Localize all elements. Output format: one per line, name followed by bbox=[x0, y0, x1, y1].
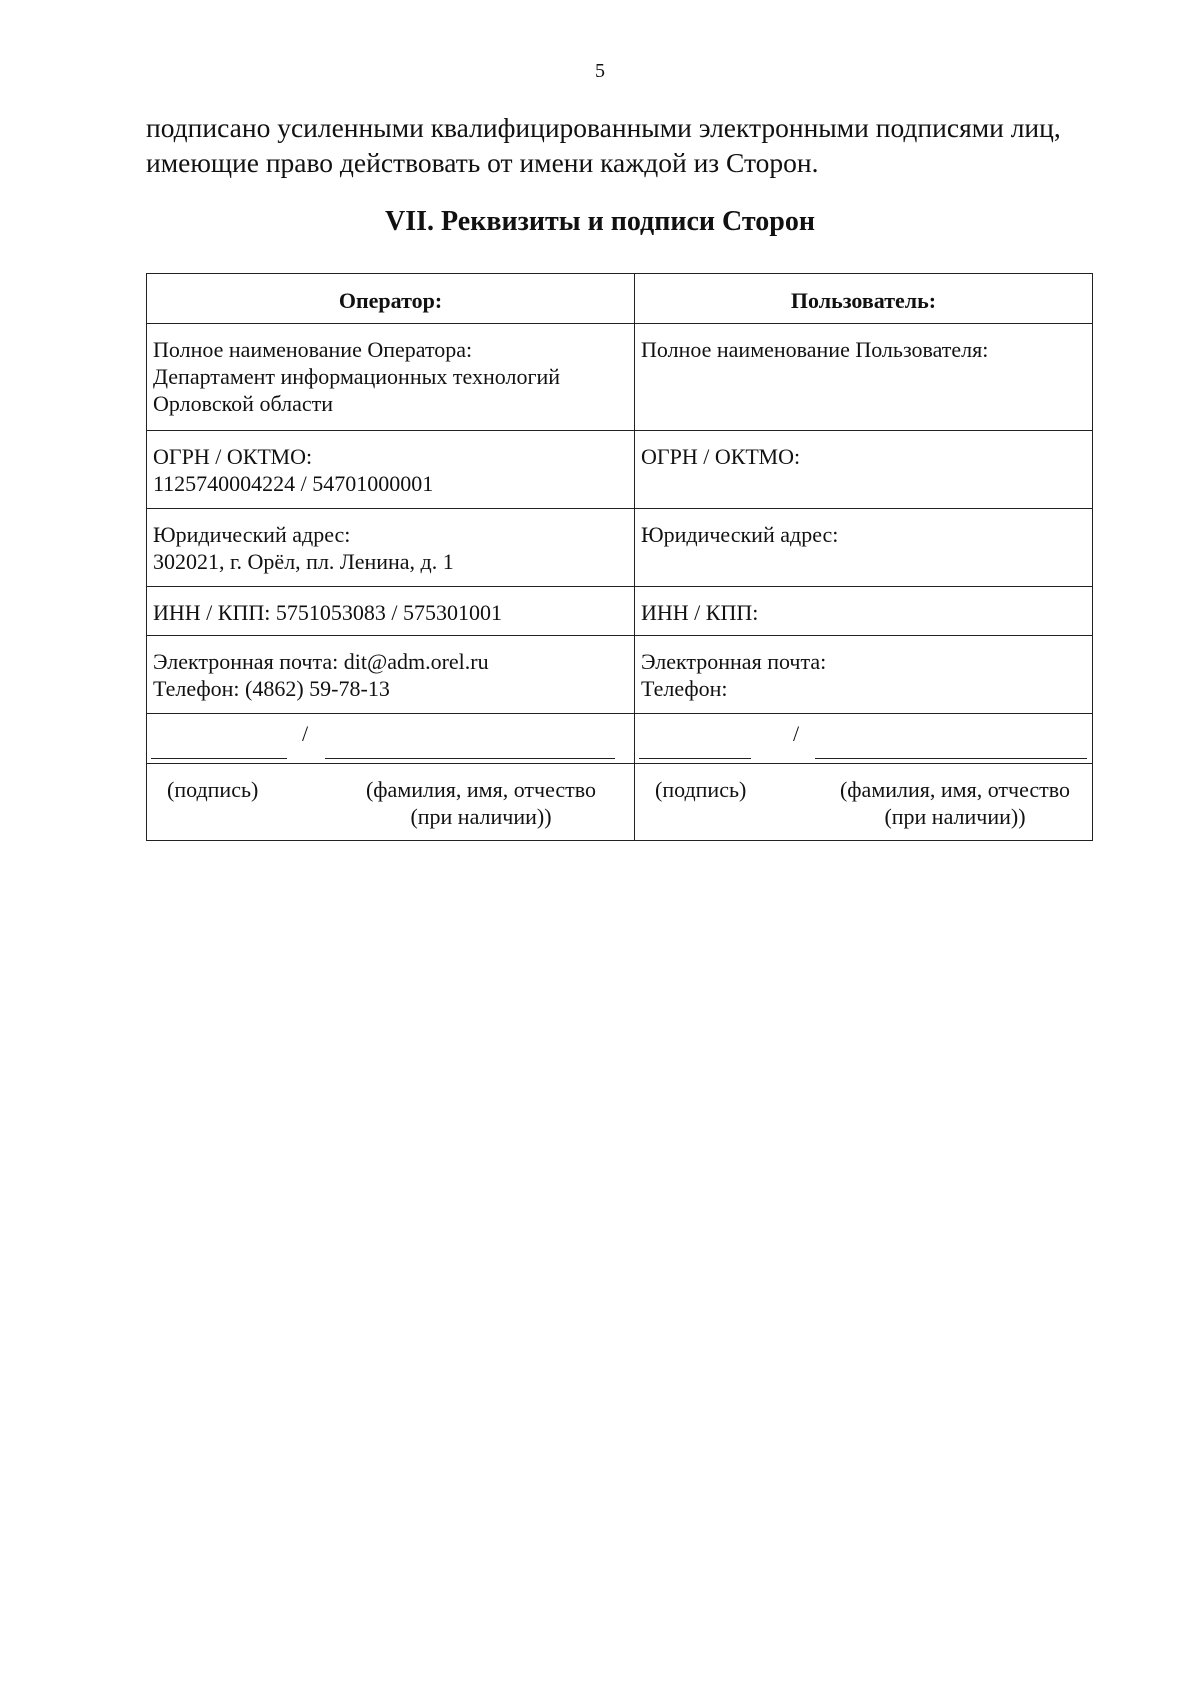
table-row-address bbox=[147, 509, 1093, 587]
operator-address-label: Юридический адрес: bbox=[153, 522, 351, 547]
user-ogrn-label: ОГРН / ОКТМО: bbox=[641, 444, 801, 469]
user-email: Электронная почта: bbox=[641, 649, 827, 674]
page-number: 5 bbox=[595, 60, 605, 82]
table-row-full-name bbox=[147, 324, 1093, 431]
operator-fio-caption-line-2: (при наличии)) bbox=[410, 804, 552, 829]
operator-address-value: 302021, г. Орёл, пл. Ленина, д. 1 bbox=[153, 549, 454, 574]
operator-contacts-cell bbox=[147, 636, 635, 714]
user-address-cell bbox=[635, 509, 1093, 587]
table-row-inn bbox=[147, 587, 1093, 636]
operator-fio-caption-line-1: (фамилия, имя, отчество bbox=[365, 777, 597, 802]
operator-signature-slash: / bbox=[302, 721, 309, 746]
user-fio-caption bbox=[817, 776, 1093, 830]
header-user: Пользователь: bbox=[635, 274, 1093, 324]
user-address-label: Юридический адрес: bbox=[641, 522, 839, 547]
user-signature-line bbox=[639, 758, 751, 759]
intro-paragraph bbox=[146, 110, 1091, 180]
operator-inn-cell: ИНН / КПП: 5751053083 / 575301001 bbox=[147, 587, 635, 636]
operator-caption-cell bbox=[147, 764, 635, 841]
user-full-name-cell bbox=[635, 324, 1093, 431]
intro-line-2: имеющие право действовать от имени каждой из Сторон. bbox=[146, 147, 819, 178]
user-signature-slash: / bbox=[793, 721, 800, 746]
operator-ogrn-value: 1125740004224 / 54701000001 bbox=[153, 471, 434, 496]
operator-ogrn-label: ОГРН / ОКТМО: bbox=[153, 444, 313, 469]
table-row-ogrn bbox=[147, 431, 1093, 509]
intro-line-1: подписано усиленными квалифицированными электронными подписями лиц, bbox=[146, 112, 1061, 143]
operator-signature-line bbox=[151, 758, 287, 759]
table-header-row bbox=[147, 274, 1093, 324]
user-contacts-cell bbox=[635, 636, 1093, 714]
operator-signature-cell bbox=[147, 714, 635, 764]
operator-phone: Телефон: (4862) 59-78-13 bbox=[153, 676, 390, 701]
operator-name-label: Полное наименование Оператора: bbox=[153, 337, 473, 362]
table-row-contacts bbox=[147, 636, 1093, 714]
section-title: VII. Реквизиты и подписи Сторон bbox=[385, 206, 815, 237]
user-fio-caption-line-1: (фамилия, имя, отчество bbox=[839, 777, 1071, 802]
operator-email: Электронная почта: dit@adm.orel.ru bbox=[153, 649, 489, 674]
header-operator: Оператор: bbox=[147, 274, 635, 324]
user-ogrn-cell bbox=[635, 431, 1093, 509]
operator-fio-caption bbox=[341, 776, 621, 830]
user-fio-line bbox=[815, 758, 1087, 759]
operator-ogrn-cell bbox=[147, 431, 635, 509]
table-row-signature-captions bbox=[147, 764, 1093, 841]
operator-name-line-2: Орловской области bbox=[153, 391, 333, 416]
requisites-table bbox=[146, 273, 1093, 841]
operator-sign-caption: (подпись) bbox=[167, 777, 259, 802]
user-inn-cell: ИНН / КПП: bbox=[635, 587, 1093, 636]
operator-full-name-cell bbox=[147, 324, 635, 431]
user-signature-cell bbox=[635, 714, 1093, 764]
table-row-signature bbox=[147, 714, 1093, 764]
user-sign-caption: (подпись) bbox=[655, 777, 747, 802]
user-name-label: Полное наименование Пользователя: bbox=[641, 337, 989, 362]
operator-address-cell bbox=[147, 509, 635, 587]
operator-fio-line bbox=[325, 758, 615, 759]
user-fio-caption-line-2: (при наличии)) bbox=[884, 804, 1026, 829]
user-caption-cell bbox=[635, 764, 1093, 841]
user-phone: Телефон: bbox=[641, 676, 728, 701]
operator-name-line-1: Департамент информационных технологий bbox=[153, 364, 561, 389]
